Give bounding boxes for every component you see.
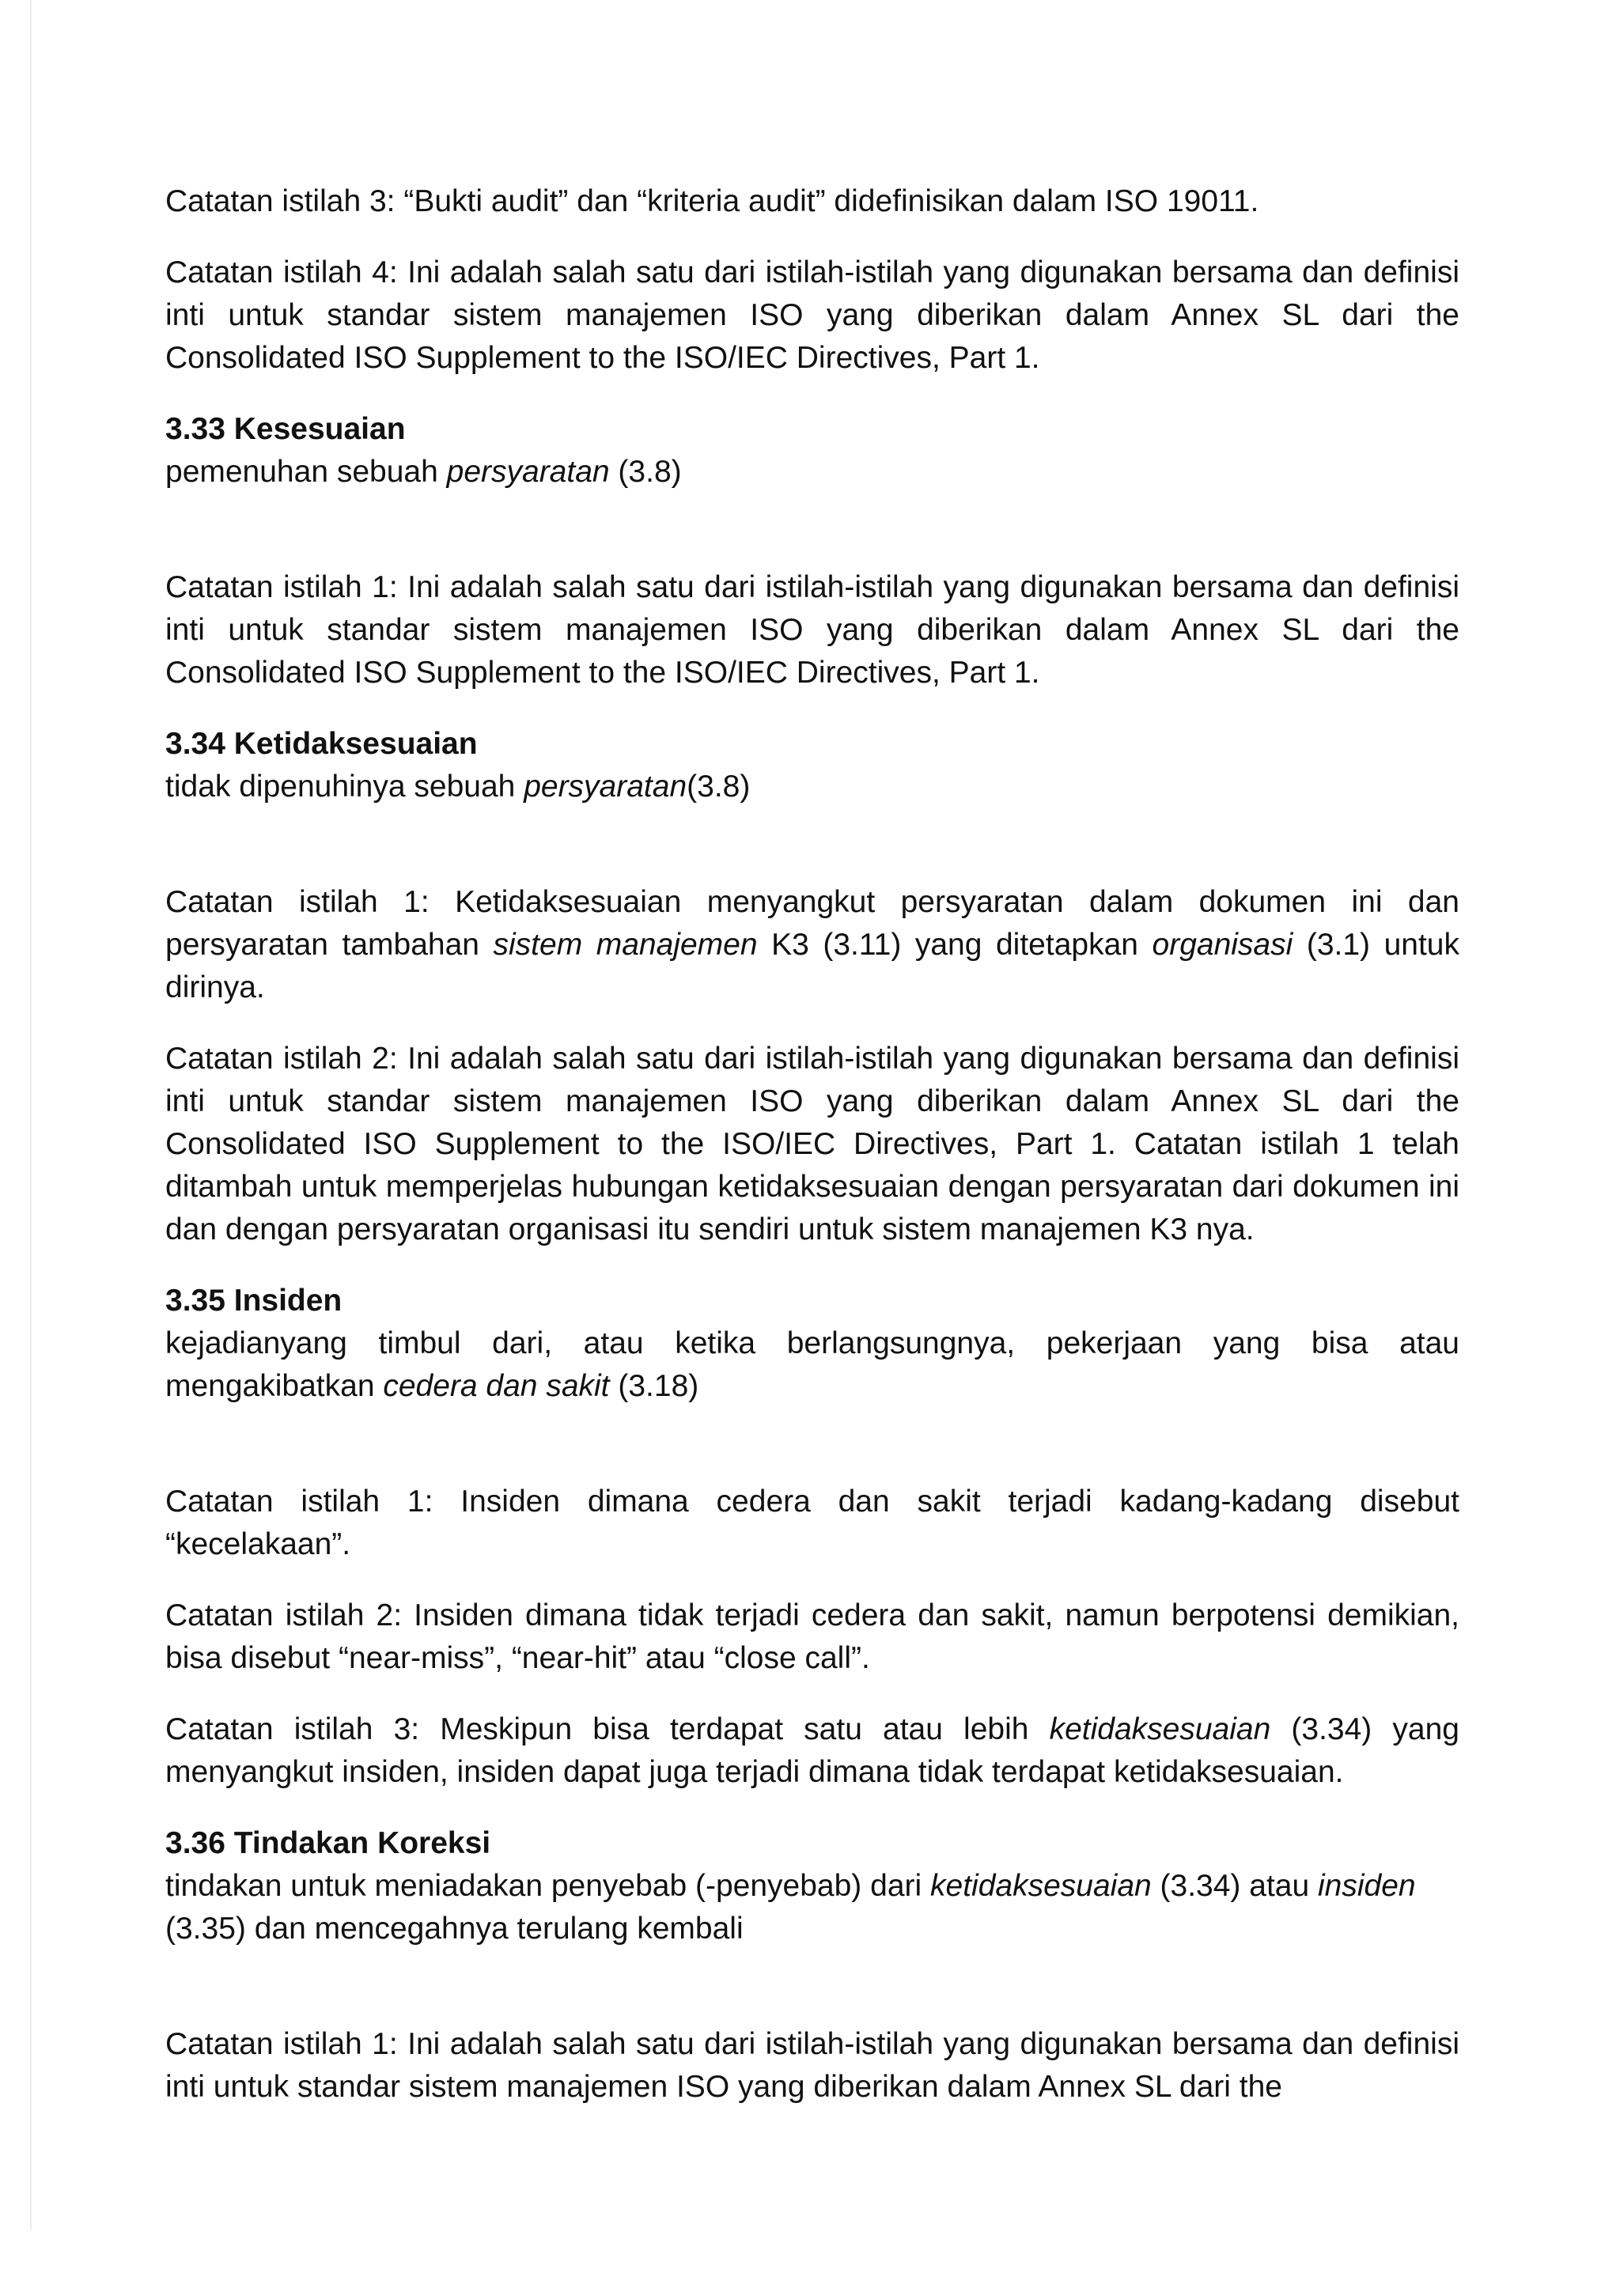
definition-3-33: pemenuhan sebuah persyaratan (3.8) [165,455,682,489]
section-heading-3-33: 3.33 Kesesuaian [165,412,406,446]
page-left-edge [30,0,32,2230]
note-335-1: Catatan istilah 1: Insiden dimana cedera dan sakit terjadi kadang-kadang disebut “kecelakaan”. [165,1485,1459,1561]
note-336-1: Catatan istilah 1: Ini adalah salah satu dari istilah-istilah yang digunakan bersama dan definisi inti untuk standar sistem manajemen ISO yang diberikan dalam Annex SL dari the [165,2027,1459,2104]
note-333-1: Catatan istilah 1: Ini adalah salah satu dari istilah-istilah yang digunakan bersama dan definisi inti untuk standar sistem manajemen ISO yang diberikan dalam Annex SL dari the Consolidated ISO Supplement to the ISO/IEC Directives, Part 1. [165,570,1459,690]
note-332-4: Catatan istilah 4: Ini adalah salah satu dari istilah-istilah yang digunakan bersama dan definisi inti untuk standar sistem manajemen ISO yang diberikan dalam Annex SL dari the Consolidated ISO Supplement to the ISO/IEC Directives, Part 1. [165,255,1459,375]
note-332-3: Catatan istilah 3: “Bukti audit” dan “kriteria audit” didefinisikan dalam ISO 19011. [165,184,1259,218]
document-body [165,180,1459,2109]
definition-3-35: kejadianyang timbul dari, atau ketika berlangsungnya, pekerjaan yang bisa atau mengakibatkan cedera dan sakit (3.18) [165,1326,1459,1403]
note-334-1: Catatan istilah 1: Ketidaksesuaian menyangkut persyaratan dalam dokumen ini dan persyaratan tambahan sistem manajemen K3 (3.11) yang ditetapkan organisasi (3.1) untuk dirinya. [165,885,1459,1004]
section-heading-3-36: 3.36 Tindakan Koreksi [165,1826,491,1860]
note-334-2: Catatan istilah 2: Ini adalah salah satu dari istilah-istilah yang digunakan bersama dan definisi inti untuk standar sistem manajemen ISO yang diberikan dalam Annex SL dari the Consolidated ISO Supplement to the ISO/IEC Directives, Part 1. Catatan istilah 1 telah ditambah untuk memperjelas hubungan ketidaksesuaian dengan persyaratan dari dokumen ini dan dengan persyaratan organisasi itu sendiri untuk sistem manajemen K3 nya. [165,1042,1459,1246]
definition-3-36: tindakan untuk meniadakan penyebab (-penyebab) dari ketidaksesuaian (3.34) atau insiden (3.35) dan mencegahnya terulang kembali [165,1869,1416,1946]
note-335-2: Catatan istilah 2: Insiden dimana tidak terjadi cedera dan sakit, namun berpotensi demikian, bisa disebut “near-miss”, “near-hit” atau “close call”. [165,1598,1459,1675]
definition-3-34: tidak dipenuhinya sebuah persyaratan(3.8) [165,770,751,804]
note-335-3: Catatan istilah 3: Meskipun bisa terdapat satu atau lebih ketidaksesuaian (3.34) yang menyangkut insiden, insiden dapat juga terjadi dimana tidak terdapat ketidaksesuaian. [165,1712,1459,1789]
section-heading-3-34: 3.34 Ketidaksesuaian [165,727,478,761]
section-heading-3-35: 3.35 Insiden [165,1284,343,1318]
